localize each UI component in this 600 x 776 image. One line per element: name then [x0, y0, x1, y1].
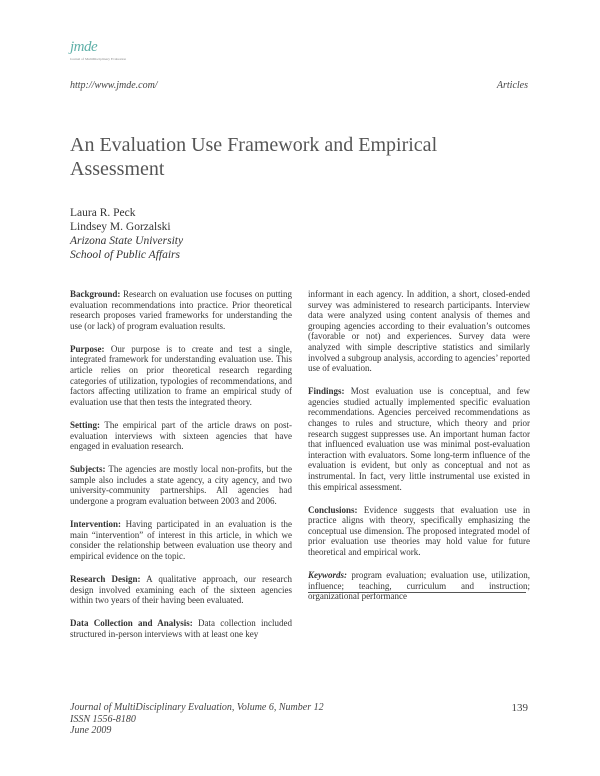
abstract-conclusions: Conclusions: Evidence suggests that evaluation use in practice aligns with theory, specifically emphasizing the conceptual use dimension. The proposed integrated model of prior evaluation use theories may hold value for future theoretical and empirical work. — [308, 504, 530, 558]
abstract-setting: Setting: The empirical part of the article draws on post-evaluation interviews with sixteen agencies that have engaged in evaluation research. — [70, 419, 292, 452]
abstract-background: Background: Research on evaluation use focuses on putting evaluation recommendations into practice. Prior theoretical research proposes varied frameworks for understanding the use (or lack) of program evaluation results. — [70, 289, 292, 331]
footer-date: June 2009 — [70, 725, 112, 736]
footer-journal: Journal of MultiDisciplinary Evaluation, Volume 6, Number 12 — [70, 702, 324, 713]
abstract-research-design: Research Design: A qualitative approach, our research design involved examining each of the sixteen agencies within two years of their having been evaluated. — [70, 573, 292, 606]
abstract-right-column — [308, 289, 530, 614]
affiliation: School of Public Affairs — [70, 249, 180, 261]
affiliation: Arizona State University — [70, 235, 184, 247]
logo-subtitle: Journal of MultiDisciplinary Evaluation — [70, 57, 127, 61]
abstract-purpose: Purpose: Our purpose is to create and test a single, integrated framework for understanding evaluation use. This article relies on prior theoretical research regarding categories of utilization, typologies of recommendations, and factors affecting utilization to frame an empirical study of evaluation use that then tests the integrated theory. — [70, 343, 292, 407]
section-label: Articles — [496, 80, 528, 91]
author-name: Lindsey M. Gorzalski — [70, 221, 171, 233]
author-name: Laura R. Peck — [70, 207, 136, 219]
article-title: An Evaluation Use Framework and Empirical Assessment — [70, 134, 438, 180]
abstract-keywords: Keywords: program evaluation; evaluation use, utilization, influence; teaching, curriculum and instruction; organizational performance — [308, 570, 530, 602]
page-number: 139 — [511, 702, 528, 714]
abstract-data-collection-continued: informant in each agency. In addition, a short, closed-ended survey was administered to research participants. Interview data were analyzed using content analysis of themes and grouping agencies according to their evaluation’s outcomes (favorable or not) and experiences. Survey data were analyzed with simple descriptive statistics and similarly involved a subgroup analysis, according to agencies’ reported use of evaluation. — [308, 289, 530, 374]
keywords-divider — [308, 592, 526, 593]
abstract-subjects: Subjects: The agencies are mostly local non-profits, but the sample also includes a state agency, a city agency, and two university-community partnerships. All agencies had undergone a program evaluation between 2003 and 2006. — [70, 464, 292, 506]
author-block — [70, 206, 183, 262]
logo-text: jmde — [70, 39, 98, 55]
footer-citation — [70, 702, 324, 737]
abstract-left-column — [70, 289, 292, 652]
journal-logo — [70, 39, 127, 68]
abstract-intervention: Intervention: Having participated in an evaluation is the main “intervention” of interest in this article, in which we consider the relationship between evaluation use theory and empirical evidence on the topic. — [70, 519, 292, 561]
abstract-data-collection: Data Collection and Analysis: Data collection included structured in-person interviews with at least one key — [70, 618, 293, 639]
journal-url[interactable]: http://www.jmde.com/ — [70, 80, 158, 91]
abstract-findings: Findings: Most evaluation use is conceptual, and few agencies studied actually implemented specific evaluation recommendations. Agencies perceived recommendations as changes to rules and structure, which theory and prior research suggest suppresses use. An important human factor that influenced evaluation use was minimal post-evaluation interaction with evaluators. Some long-term influence of the evaluation is evident, but only as conceptual and not as instrumental. In fact, very little instrumental use existed in this empirical assessment. — [308, 386, 530, 492]
footer-issn: ISSN 1556-8180 — [70, 713, 136, 725]
